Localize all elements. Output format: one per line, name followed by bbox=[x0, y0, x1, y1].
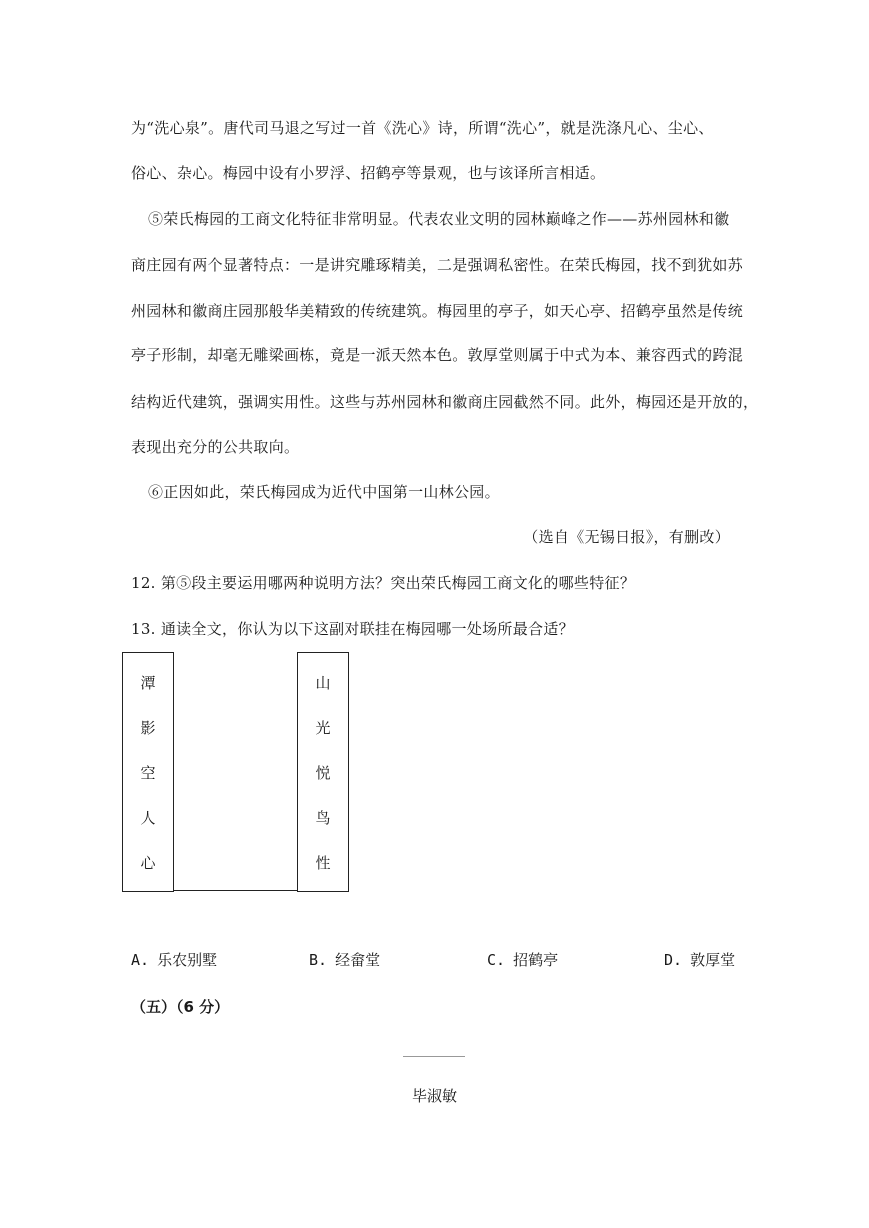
couplet-baseline bbox=[173, 890, 298, 891]
paragraph-5-line: 亭子形制，却毫无雕梁画栋，竟是一派天然本色。敦厚堂则属于中式为本、兼容西式的跨混 bbox=[131, 346, 744, 364]
paragraph-5-line: 州园林和徽商庄园那般华美精致的传统建筑。梅园里的亭子，如天心亭、招鹤亭虽然是传统 bbox=[131, 302, 744, 320]
couplet-char: 空 bbox=[140, 764, 156, 782]
paragraph-line: 为“洗心泉”。唐代司马退之写过一首《洗心》诗，所谓“洗心”，就是洗涤凡心、尘心、 bbox=[131, 119, 714, 137]
couplet-left-scroll bbox=[122, 652, 174, 892]
source-citation: （选自《无锡日报》，有删改） bbox=[523, 528, 730, 546]
couplet-char: 光 bbox=[315, 719, 331, 737]
couplet-char: 人 bbox=[140, 809, 156, 827]
option-text: 招鹤亭 bbox=[513, 951, 559, 969]
paragraph-5-line: ⑤荣氏梅园的工商文化特征非常明显。代表农业文明的园林巅峰之作——苏州园林和徽 bbox=[148, 210, 730, 228]
couplet-char: 潭 bbox=[140, 674, 156, 692]
section-label: （五）（6 分） bbox=[131, 998, 230, 1016]
couplet-char: 影 bbox=[140, 719, 156, 737]
paragraph-5-line: 商庄园有两个显著特点：一是讲究雕琢精美，二是强调私密性。在荣氏梅园，找不到犹如苏 bbox=[131, 256, 744, 274]
couplet-char: 山 bbox=[315, 674, 331, 692]
couplet-char: 悦 bbox=[315, 764, 331, 782]
paragraph-5-line: 结构近代建筑，强调实用性。这些与苏州园林和徽商庄园截然不同。此外，梅园还是开放的， bbox=[131, 393, 759, 411]
paragraph-line: 俗心、杂心。梅园中设有小罗浮、招鹤亭等景观，也与该译所言相适。 bbox=[131, 164, 606, 182]
option-d[interactable] bbox=[664, 950, 735, 970]
option-letter: B. bbox=[309, 951, 328, 969]
option-b[interactable] bbox=[309, 950, 380, 970]
option-letter: D. bbox=[664, 951, 683, 969]
option-c[interactable] bbox=[487, 950, 558, 970]
couplet-char: 鸟 bbox=[315, 809, 331, 827]
couplet-right-scroll bbox=[297, 652, 349, 892]
question-13: 13. 通读全文，你认为以下这副对联挂在梅园哪一处场所最合适？ bbox=[131, 620, 574, 638]
option-text: 敦厚堂 bbox=[690, 951, 736, 969]
title-divider bbox=[403, 1056, 465, 1057]
paragraph-6: ⑥正因如此，荣氏梅园成为近代中国第一山林公园。 bbox=[148, 483, 500, 501]
option-letter: C. bbox=[487, 951, 506, 969]
author-name: 毕淑敏 bbox=[411, 1087, 457, 1105]
option-text: 乐农别墅 bbox=[157, 951, 218, 969]
option-text: 经畲堂 bbox=[335, 951, 381, 969]
paragraph-5-line: 表现出充分的公共取向。 bbox=[131, 438, 300, 456]
option-letter: A. bbox=[131, 951, 150, 969]
question-12: 12. 第⑤段主要运用哪两种说明方法？突出荣氏梅园工商文化的哪些特征？ bbox=[131, 574, 636, 592]
couplet-char: 心 bbox=[140, 854, 156, 872]
couplet-char: 性 bbox=[315, 854, 331, 872]
option-a[interactable] bbox=[131, 950, 217, 970]
